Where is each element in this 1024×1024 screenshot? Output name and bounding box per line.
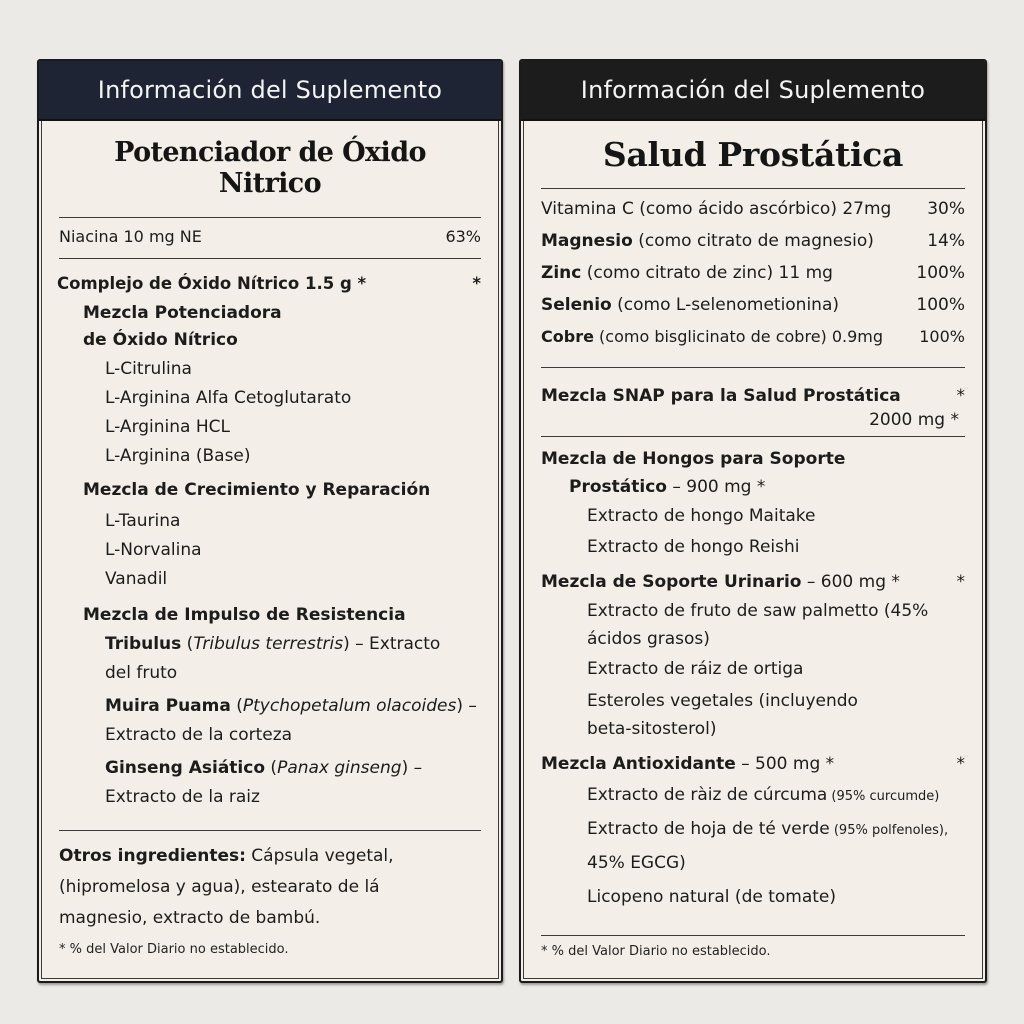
divider [59, 258, 481, 259]
herb-part: – Extracto [349, 634, 441, 654]
blend-amount: – 600 mg * [801, 572, 900, 592]
ingredient-note: (95% curcumde) [827, 789, 940, 804]
ingredient: Licopeno natural (de tomate) [587, 887, 837, 907]
nutrient-text: (como bisglicinato de cobre) 0.9mg [593, 327, 884, 346]
product-title: Salud Prostática [602, 135, 904, 174]
herb-ingredient: Ginseng Asiático (Panax ginseng) – Extracto de la raiz [105, 754, 481, 812]
nutrient-text: (como citrato de zinc) 11 mg [581, 263, 833, 283]
daily-value: * [472, 274, 481, 293]
complex-row [57, 269, 481, 299]
daily-value: 14% [927, 231, 965, 251]
nutrient-name: Selenio [541, 295, 612, 315]
urinary-blend [541, 567, 965, 741]
herb-part: – [462, 696, 477, 716]
latin-name: Ptychopetalum olacoides [242, 696, 457, 716]
nutrient-row [59, 222, 481, 252]
nutrient-row [541, 225, 965, 257]
nutrient-row [541, 257, 965, 289]
footnote: * % del Valor Diario no establecido. [59, 942, 289, 957]
ingredient: L-Arginina HCL [105, 417, 230, 437]
nutrient-row [541, 193, 965, 225]
blend-title: Mezcla de Impulso de Resistencia [83, 605, 406, 625]
panel-header: Información del Suplemento [39, 61, 501, 121]
divider [541, 367, 965, 368]
daily-value: 100% [916, 263, 965, 283]
ingredient: Extracto de ráiz de ortiga [587, 659, 804, 679]
blend-potenciadora [83, 299, 481, 812]
ingredient: Esteroles vegetales (incluyendo [587, 691, 858, 711]
herb-part: Extracto de la corteza [105, 725, 293, 745]
blend-title: Mezcla Potenciadora [83, 303, 282, 323]
daily-value: 63% [445, 227, 481, 246]
ingredient: L-Arginina (Base) [105, 446, 251, 466]
blend-title: Mezcla Antioxidante [541, 754, 736, 774]
herb-ingredient: Tribulus (Tribulus terrestris) – Extracto del fruto [105, 630, 481, 688]
herb-name: Tribulus [105, 634, 182, 654]
other-ingredients-label: Otros ingredientes: [59, 846, 246, 866]
blend-title: Mezcla de Soporte Urinario [541, 572, 802, 592]
ingredient: beta-sitosterol) [587, 719, 717, 739]
blend-title: de Óxido Nítrico [83, 330, 238, 350]
ingredient: Extracto de hongo Reishi [587, 537, 800, 557]
nutrient-text: Vitamina C (como ácido ascórbico) 27mg [541, 199, 892, 219]
divider [541, 935, 965, 936]
other-ingredients-text: (hipromelosa y agua), estearato de lá [59, 877, 380, 897]
nutrient-text: (como L-selenometionina) [611, 295, 840, 315]
daily-value: 30% [927, 199, 965, 219]
nutrient-row [541, 289, 965, 321]
herb-part: del fruto [105, 663, 178, 683]
herb-name: Ginseng Asiático [105, 758, 266, 778]
daily-value: 100% [916, 295, 965, 315]
divider [59, 830, 481, 831]
ingredient-note: (95% polfenoles), [829, 823, 949, 838]
herb-part: – [408, 758, 423, 778]
other-ingredients [59, 841, 481, 934]
daily-value: 100% [919, 327, 965, 346]
blend-amount: – 500 mg * [735, 754, 835, 774]
herb-ingredient: Muira Puama (Ptychopetalum olacoides) – Extracto de la corteza [105, 692, 481, 750]
daily-value: * [956, 754, 965, 774]
ingredient: Extracto de fruto de saw palmetto (45% [587, 601, 929, 621]
ingredient: L-Arginina Alfa Cetoglutarato [105, 388, 352, 408]
nutrient-label: Niacina 10 mg NE [59, 227, 202, 246]
supplement-facts-panel-right [519, 59, 987, 983]
other-ingredients-text: magnesio, extracto de bambú. [59, 908, 321, 928]
latin-name: Panax ginseng [277, 758, 402, 778]
other-ingredients-text: Cápsula vegetal, [245, 846, 394, 866]
product-title: Potenciador de Óxido Nitrico [114, 137, 426, 199]
latin-name: Tribulus terrestris [193, 634, 344, 654]
ingredient: L-Norvalina [105, 540, 202, 560]
nutrient-name: Cobre [541, 327, 594, 346]
nutrient-table [541, 193, 965, 353]
blend-title: Mezcla de Crecimiento y Reparación [83, 480, 431, 500]
footnote: * % del Valor Diario no establecido. [541, 944, 771, 959]
herb-part: Extracto de la raiz [105, 787, 260, 807]
ingredient: L-Citrulina [105, 359, 192, 379]
complex-label: Complejo de Óxido Nítrico 1.5 g * [57, 274, 367, 293]
daily-value: * [956, 572, 965, 592]
blend-title: Mezcla de Hongos para Soporte [541, 449, 846, 469]
ingredient: Vanadil [105, 569, 168, 589]
nutrient-name: Zinc [541, 263, 582, 283]
ingredient: 45% EGCG) [587, 853, 686, 873]
panel-header: Información del Suplemento [521, 61, 985, 121]
divider [541, 436, 965, 437]
blend-title: Mezcla SNAP para la Salud Prostática [541, 386, 901, 406]
nutrient-row [541, 321, 965, 353]
antioxidant-blend [541, 749, 965, 915]
divider [59, 217, 481, 218]
ingredient: Extracto de hongo Maitake [587, 506, 816, 526]
supplement-facts-panel-left [37, 59, 503, 983]
mushroom-blend [541, 445, 965, 563]
nutrient-name: Magnesio [541, 231, 633, 251]
blend-amount: – 900 mg * [666, 477, 766, 497]
ingredient: L-Taurina [105, 511, 181, 531]
nutrient-text: (como citrato de magnesio) [632, 231, 874, 251]
ingredient: Extracto de ràiz de cúrcuma [587, 785, 828, 805]
ingredient: Extracto de hoja de té verde [587, 819, 830, 839]
blend-title: Prostático [569, 477, 667, 497]
divider [541, 188, 965, 189]
snap-blend [541, 384, 965, 432]
blend-amount: 2000 mg * [869, 410, 959, 430]
ingredient: ácidos grasos) [587, 629, 710, 649]
daily-value: * [956, 386, 965, 406]
herb-name: Muira Puama [105, 696, 231, 716]
